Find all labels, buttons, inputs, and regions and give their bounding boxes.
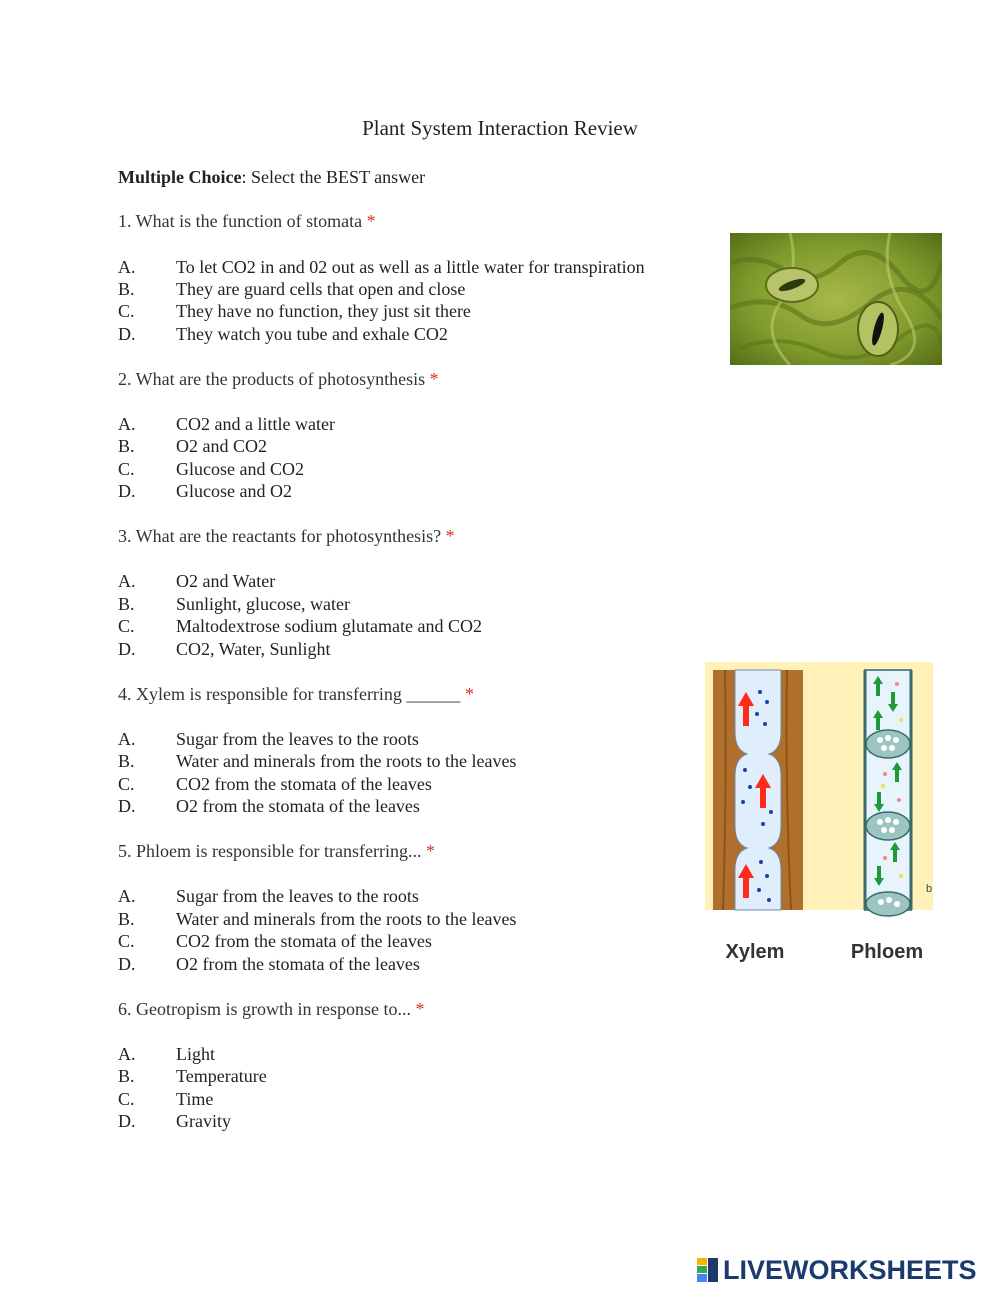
option-letter: D.: [118, 796, 136, 816]
required-asterisk: *: [366, 211, 376, 231]
option-letter: D.: [118, 1111, 136, 1131]
question-1: [118, 211, 376, 232]
option-5c[interactable]: [118, 931, 432, 952]
option-letter: D.: [118, 324, 136, 344]
diagram-edge-mark: b: [926, 883, 933, 895]
question-5: [118, 841, 435, 862]
option-letter: B.: [118, 751, 135, 771]
option-text: Gravity: [176, 1111, 231, 1131]
question-text: 6. Geotropism is growth in response to...: [118, 999, 411, 1019]
option-text: Sugar from the leaves to the roots: [176, 886, 419, 906]
question-6: [118, 999, 424, 1020]
required-asterisk: *: [425, 841, 435, 861]
option-letter: B.: [118, 909, 135, 929]
option-6c[interactable]: [118, 1089, 213, 1110]
option-text: Glucose and O2: [176, 481, 292, 501]
option-text: Glucose and CO2: [176, 459, 304, 479]
option-1a[interactable]: [118, 257, 645, 278]
option-text: Sugar from the leaves to the roots: [176, 729, 419, 749]
stoma-upper: [766, 268, 818, 302]
option-6b[interactable]: [118, 1066, 267, 1087]
question-text: 1. What is the function of stomata: [118, 211, 363, 231]
option-text: They watch you tube and exhale CO2: [176, 324, 448, 344]
option-text: O2 from the stomata of the leaves: [176, 954, 420, 974]
option-letter: D.: [118, 639, 136, 659]
option-2a[interactable]: [118, 414, 335, 435]
option-letter: B.: [118, 436, 135, 456]
required-asterisk: *: [464, 684, 474, 704]
option-letter: C.: [118, 459, 135, 479]
option-text: O2 and Water: [176, 571, 276, 591]
option-text: Water and minerals from the roots to the leaves: [176, 909, 517, 929]
option-text: To let CO2 in and 02 out as well as a little water for transpiration: [176, 257, 645, 277]
option-1c[interactable]: [118, 301, 471, 322]
stomata-image: [730, 233, 942, 365]
option-letter: A.: [118, 571, 136, 591]
question-4: [118, 684, 474, 705]
option-letter: B.: [118, 594, 135, 614]
xylem-label: Xylem: [725, 941, 785, 963]
option-4b[interactable]: [118, 751, 516, 772]
option-4a[interactable]: [118, 729, 419, 750]
option-text: Light: [176, 1044, 215, 1064]
option-5b[interactable]: [118, 909, 516, 930]
option-text: Time: [176, 1089, 214, 1109]
option-letter: C.: [118, 301, 135, 321]
option-letter: A.: [118, 1044, 136, 1064]
option-2c[interactable]: [118, 459, 304, 480]
option-6d[interactable]: [118, 1111, 231, 1132]
xylem-phloem-diagram: [705, 662, 933, 970]
stoma-lower: [858, 302, 898, 356]
question-3: [118, 526, 455, 547]
option-text: They have no function, they just sit there: [176, 301, 471, 321]
brand-text: LIVEWORKSHEETS: [723, 1254, 977, 1285]
question-text: 3. What are the reactants for photosynthesis?: [118, 526, 442, 546]
option-text: O2 from the stomata of the leaves: [176, 796, 420, 816]
option-2b[interactable]: [118, 436, 267, 457]
option-letter: C.: [118, 616, 135, 636]
question-text: 5. Phloem is responsible for transferring...: [118, 841, 422, 861]
page-title: Plant System Interaction Review: [362, 116, 638, 140]
option-3c[interactable]: [118, 616, 482, 637]
question-text: 4. Xylem is responsible for transferring ______: [118, 684, 461, 704]
option-text: Temperature: [176, 1066, 267, 1086]
option-text: Sunlight, glucose, water: [176, 594, 350, 614]
option-text: Maltodextrose sodium glutamate and CO2: [176, 616, 482, 636]
instructions-label: Multiple Choice: [118, 167, 242, 187]
instructions: [118, 167, 425, 188]
option-1b[interactable]: [118, 279, 465, 300]
option-letter: A.: [118, 414, 136, 434]
required-asterisk: *: [429, 369, 439, 389]
option-letter: B.: [118, 1066, 135, 1086]
option-1d[interactable]: [118, 324, 448, 345]
option-letter: C.: [118, 931, 135, 951]
option-2d[interactable]: [118, 481, 292, 502]
question-text: 2. What are the products of photosynthesis: [118, 369, 426, 389]
liveworksheets-mark-icon: [697, 1258, 719, 1282]
option-text: CO2 and a little water: [176, 414, 335, 434]
option-letter: C.: [118, 774, 135, 794]
option-text: CO2, Water, Sunlight: [176, 639, 331, 659]
option-text: CO2 from the stomata of the leaves: [176, 931, 432, 951]
option-letter: B.: [118, 279, 135, 299]
option-letter: D.: [118, 481, 136, 501]
option-6a[interactable]: [118, 1044, 215, 1065]
instructions-text: : Select the BEST answer: [241, 167, 426, 187]
option-5a[interactable]: [118, 886, 419, 907]
option-text: CO2 from the stomata of the leaves: [176, 774, 432, 794]
required-asterisk: *: [445, 526, 455, 546]
option-4d[interactable]: [118, 796, 420, 817]
option-letter: C.: [118, 1089, 135, 1109]
liveworksheets-logo[interactable]: [697, 1255, 977, 1285]
option-5d[interactable]: [118, 954, 420, 975]
option-letter: A.: [118, 257, 136, 277]
option-letter: D.: [118, 954, 136, 974]
option-3b[interactable]: [118, 594, 350, 615]
option-3d[interactable]: [118, 639, 331, 660]
option-text: O2 and CO2: [176, 436, 267, 456]
option-text: They are guard cells that open and close: [176, 279, 466, 299]
option-text: Water and minerals from the roots to the leaves: [176, 751, 517, 771]
question-2: [118, 369, 439, 390]
required-asterisk: *: [415, 999, 425, 1019]
option-letter: A.: [118, 729, 136, 749]
option-3a[interactable]: [118, 571, 275, 592]
option-4c[interactable]: [118, 774, 432, 795]
phloem-label: Phloem: [850, 941, 924, 963]
option-letter: A.: [118, 886, 136, 906]
